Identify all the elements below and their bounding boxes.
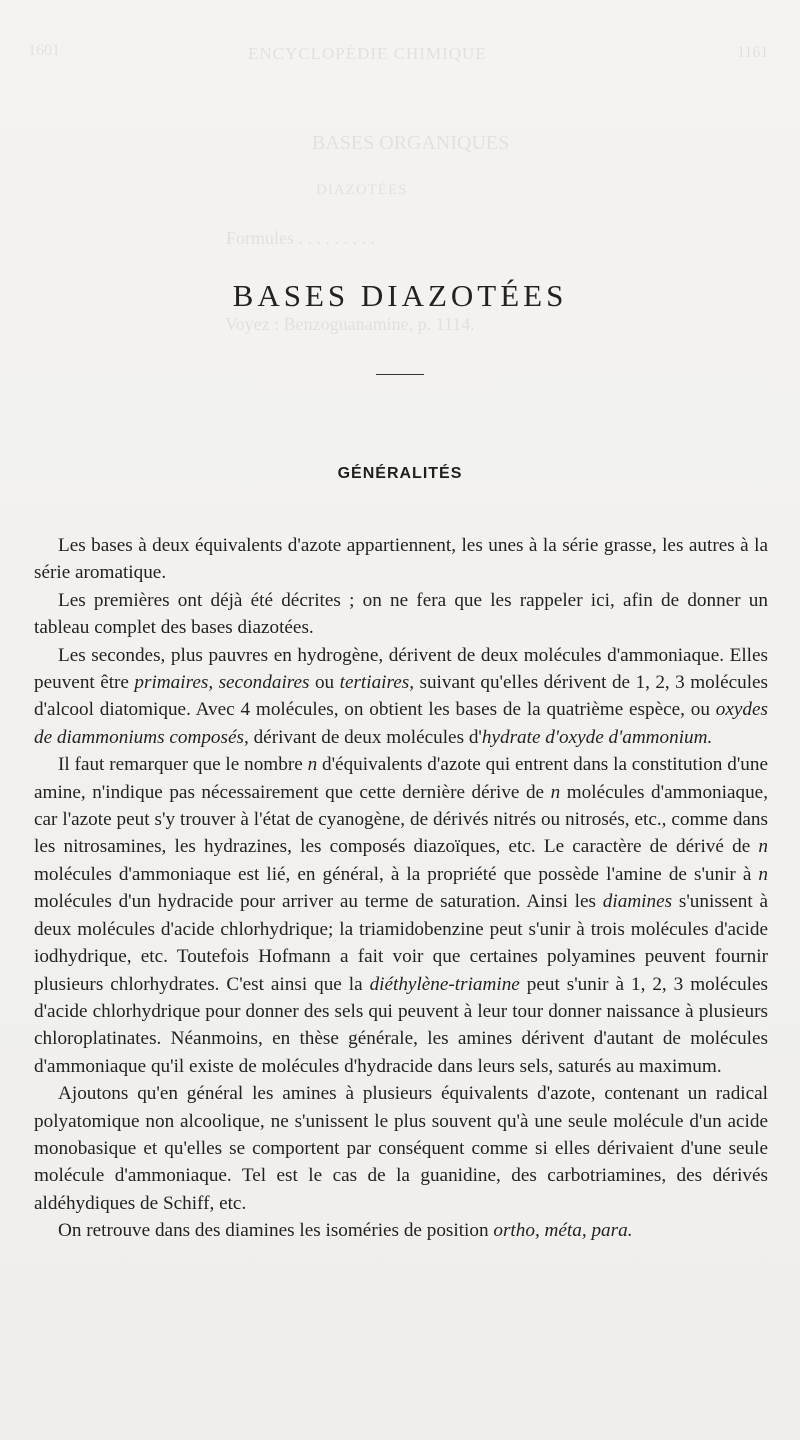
body-paragraph (34, 642, 768, 752)
paragraph-text: ou (309, 672, 340, 694)
bleed-through-page-number-left: 1601 (28, 42, 60, 59)
bleed-through-block: Formules . . . . . . . . . (226, 228, 376, 248)
italic-text: primaires, secondaires (134, 672, 310, 694)
italic-text: ortho, méta, para. (493, 1220, 633, 1242)
paragraph-text: On retrouve dans des diamines les isoméries de position (58, 1220, 494, 1242)
section-heading: GÉNÉRALITÉS (337, 465, 463, 482)
italic-text: diéthylène-triamine (369, 973, 520, 995)
paragraph-text: molécules d'un hydracide pour arriver au terme de saturation. Ainsi les (34, 891, 603, 913)
italic-text: n (307, 754, 318, 776)
body-paragraph (34, 587, 768, 642)
paragraph-text: Il faut remarquer que le nombre (58, 754, 308, 776)
italic-text: n (758, 836, 768, 858)
paragraph-text: Les bases à deux équivalents d'azote appartiennent, les unes à la série grasse, les autres à la série aromatique. (34, 535, 768, 584)
paragraph-text: d'équivalents d'azote qui entrent dans la constitution d'une amine, n'indique pas nécessairement que cette dernière dérive de (34, 754, 768, 803)
bleed-through-block: BASES ORGANIQUES (312, 132, 510, 154)
paragraph-text: Les secondes, plus pauvres en hydrogène, dérivent de deux molécules d'ammoniaque. Elles peuvent être (34, 644, 768, 694)
italic-text: oxydes de diammoniums composés, (34, 699, 768, 748)
bleed-through-block: DIAZOTÉES (316, 182, 408, 198)
paragraph-text: molécules d'ammoniaque est lié, en général, à la propriété que possède l'amine de s'unir à (34, 863, 759, 885)
body-paragraph (34, 1080, 768, 1217)
paragraph-text: suivant qu'elles dérivent de 1, 2, 3 molécules d'alcool diatomique. Avec 4 molécules, on obtient les bases de la quatrième espèce, ou (34, 672, 769, 721)
paragraph-text: dérivant de deux molécules d' (248, 726, 482, 748)
bleed-through-header: ENCYCLOPÉDIE CHIMIQUE (248, 44, 487, 63)
body-paragraph (34, 532, 768, 587)
italic-text: hydrate d'oxyde d'ammonium. (481, 726, 713, 748)
paragraph-text: Ajoutons qu'en général les amines à plusieurs équivalents d'azote, contenant un radical polyatomique non alcoolique, ne s'unissent le plus souvent qu'à une seule molécule d'un acide monobasique et qu'elles se comportent par conséquent comme si elles dérivaient d'une seule molécule d'ammoniaque. Tel est le cas de la guanidine, des carbotriamines, des dérivés aldéhydiques de Schiff, etc. (34, 1083, 768, 1214)
italic-text: diamines (602, 891, 673, 913)
paragraph-text: peut s'unir à 1, 2, 3 molécules d'acide chlorhydrique pour donner des sels qui peuvent à leur tour donner naissance à plusieurs chloroplatinates. Néanmoins, en thèse générale, les amines dérivent d'autant de molécules d'ammoniaque qu'il existe de molécules d'hydracide dans leurs sels, saturés au maximum. (34, 973, 768, 1077)
paragraph-text: molécules d'ammoniaque, car l'azote peut s'y trouver à l'état de cyanogène, de dérivés nitrés ou nitrosés, etc., comme dans les nitrosamines, les hydrazines, les composés diazoïques, etc. Le caractère de dérivé de (34, 781, 768, 858)
body-text (34, 532, 768, 1245)
paragraph-text: Les premières ont déjà été décrites ; on ne fera que les rappeler ici, afin de donner un tableau complet des bases diazotées. (34, 589, 768, 639)
body-paragraph (34, 1217, 768, 1244)
document-title: BASES DIAZOTÉES (232, 278, 568, 313)
italic-text: n (550, 781, 561, 803)
bleed-through-page-number-right: 1161 (737, 44, 769, 61)
bleed-through-block: Voyez : Benzoguanamine, p. 1114. (225, 314, 475, 334)
title-divider (376, 374, 424, 375)
italic-text: tertiaires, (339, 672, 415, 694)
italic-text: n (758, 863, 768, 885)
body-paragraph (34, 751, 768, 1080)
paragraph-text: s'unissent à deux molécules d'acide chlorhydrique; la triamidobenzine peut s'unir à trois molécules d'acide iodhydrique, etc. Toutefois Hofmann a fait voir que certaines polyamines peuvent fournir plusieurs chlorhydrates. C'est ainsi que la (34, 891, 768, 995)
